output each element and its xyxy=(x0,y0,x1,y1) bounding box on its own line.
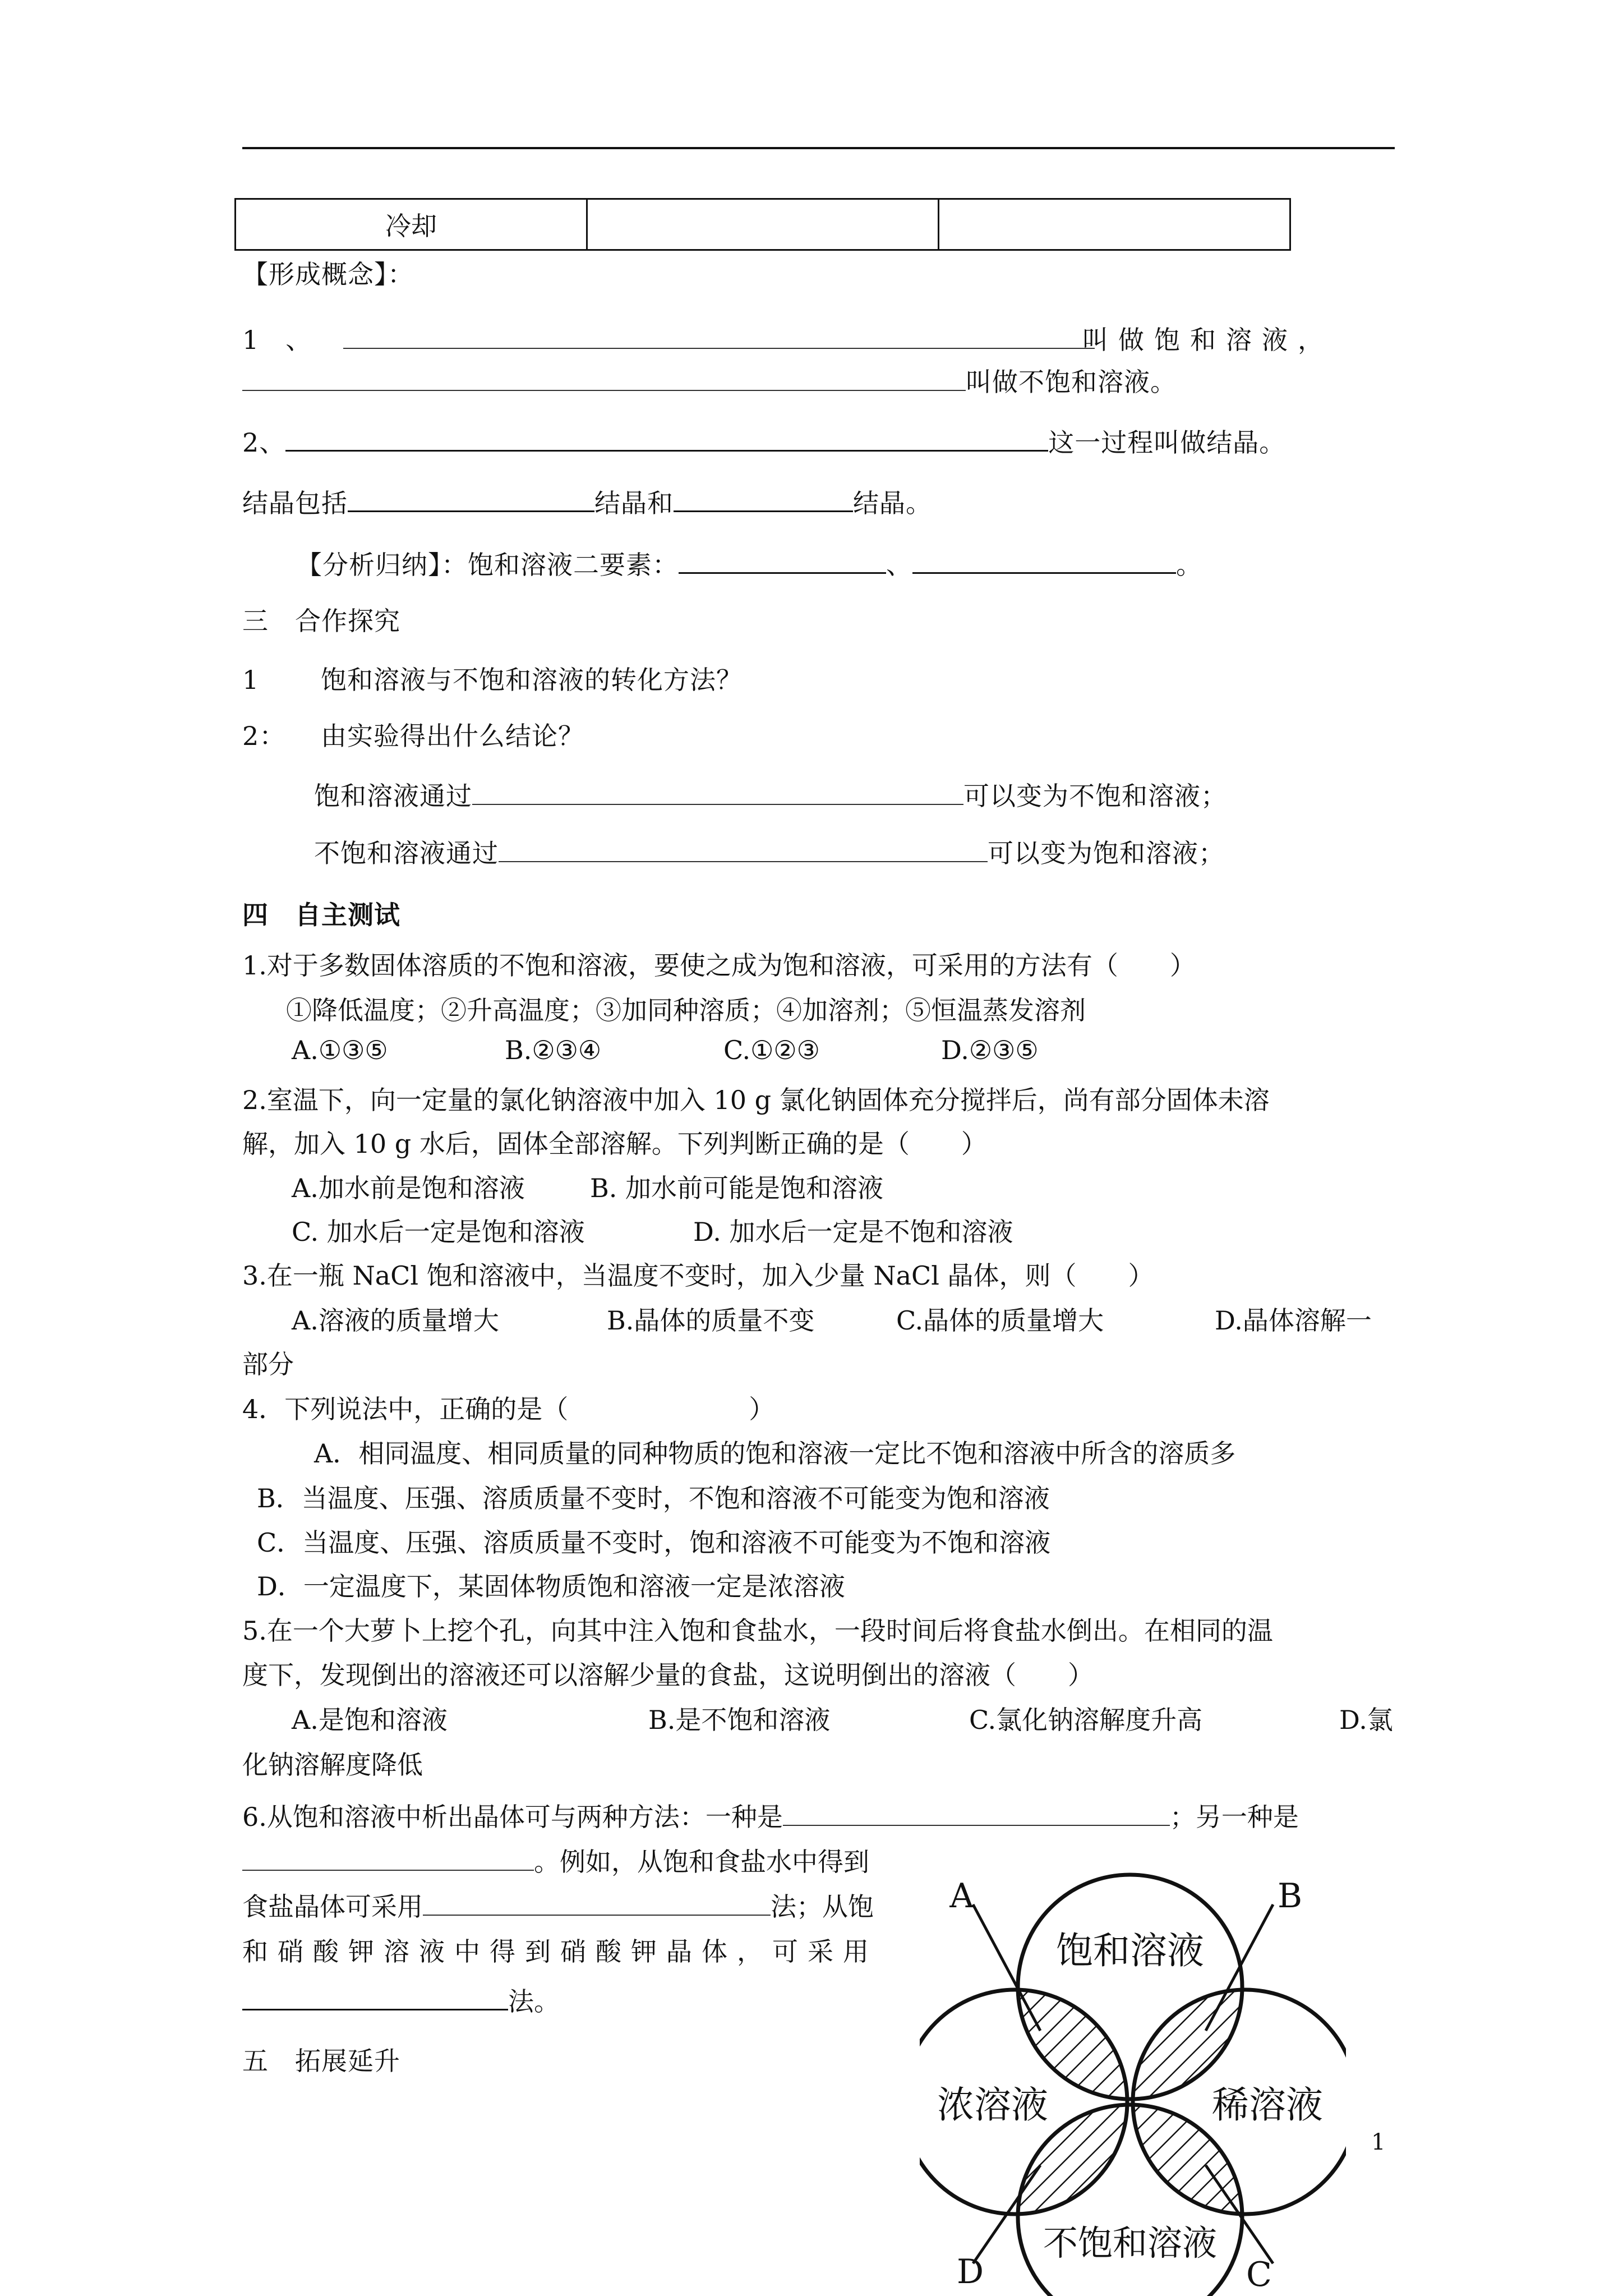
page-number: 1 xyxy=(1371,2129,1386,2155)
section-concept-heading: 【形成概念】： xyxy=(242,259,414,289)
concept-1-end: 叫做不饱和溶液。 xyxy=(966,367,1177,397)
header-rule xyxy=(242,147,1395,149)
analysis-line xyxy=(296,549,1202,581)
test-6-blank-1[interactable] xyxy=(783,1801,1170,1826)
test-5-continuation: 化钠溶解度降低 xyxy=(242,1750,423,1780)
conversion-1-b: 可以变为不饱和溶液； xyxy=(963,781,1227,811)
test-3-option-d: D.晶体溶解一 xyxy=(1215,1305,1372,1336)
test-2-option-a: A.加水前是饱和溶液 xyxy=(292,1173,525,1203)
table-cell-2 xyxy=(587,199,939,250)
circle-saturated xyxy=(1018,1875,1242,2099)
q2-text: 由实验得出什么结论？ xyxy=(321,721,584,751)
analysis-end: 。 xyxy=(1176,550,1202,580)
concept-1-prefix: 1 、 xyxy=(242,325,312,355)
test-1-option-a: A.①③⑤ xyxy=(292,1035,388,1065)
crystal-blank-1[interactable] xyxy=(348,487,594,512)
test-1-option-d: D.②③⑤ xyxy=(941,1035,1039,1065)
test-6-text-g: 法。 xyxy=(508,1986,560,2017)
concept-2-prefix: 2、 xyxy=(242,427,286,458)
concept-2-blank[interactable] xyxy=(285,426,1048,452)
test-6-text-d: 食盐晶体可采用 xyxy=(242,1892,423,1922)
test-1-option-b: B.②③④ xyxy=(505,1035,602,1065)
q2-num: 2： xyxy=(242,721,286,751)
test-3-option-a: A.溶液的质量增大 xyxy=(292,1305,499,1336)
concept-2-end: 这一过程叫做结晶。 xyxy=(1048,427,1286,458)
conversion-2-a: 不饱和溶液通过 xyxy=(314,838,499,868)
test-5-option-c: C.氯化钠溶解度升高 xyxy=(969,1705,1203,1735)
test-5-option-d: D.氯 xyxy=(1339,1705,1393,1735)
concept-2 xyxy=(242,426,1285,459)
concept-1-line1 xyxy=(242,324,1095,356)
test-4-option-c: C．当温度、压强、溶质质量不变时，饱和溶液不可能变为不饱和溶液 xyxy=(257,1527,1051,1558)
analysis-sep: 、 xyxy=(886,550,912,580)
test-6-line-3 xyxy=(242,1887,874,1924)
top-table xyxy=(234,198,1291,251)
label-saturated: 饱和溶液 xyxy=(1056,1929,1204,1972)
test-5-option-a: A.是饱和溶液 xyxy=(292,1705,448,1735)
test-6-blank-3[interactable] xyxy=(423,1891,771,1916)
test-3-option-b: B.晶体的质量不变 xyxy=(607,1305,815,1336)
test-3-question: 3.在一瓶 NaCl 饱和溶液中，当温度不变时，加入少量 NaCl 晶体，则（ ） xyxy=(242,1260,1154,1291)
concept-1-mid: 叫做饱和溶液， xyxy=(1082,325,1334,355)
venn-diagram xyxy=(920,1851,1346,2296)
test-4-option-d: D．一定温度下，某固体物质饱和溶液一定是浓溶液 xyxy=(257,1571,845,1602)
test-6-line-1 xyxy=(242,1797,1299,1834)
test-5-option-b: B.是不饱和溶液 xyxy=(648,1705,831,1735)
table-cell-label: 冷却 xyxy=(236,199,587,250)
test-6-line-4: 和硝酸钾溶液中得到硝酸钾晶体，可采用 xyxy=(242,1936,878,1967)
conversion-2-blank[interactable] xyxy=(499,838,988,862)
section-3-title: 三 合作探究 xyxy=(242,606,400,636)
concept-1-blank[interactable] xyxy=(343,324,1095,349)
crystal-c: 结晶。 xyxy=(853,488,932,518)
crystal-a: 结晶包括 xyxy=(242,488,348,518)
test-5-question-2: 度下，发现倒出的溶液还可以溶解少量的食盐，这说明倒出的溶液（ ） xyxy=(242,1660,1094,1690)
conversion-2 xyxy=(314,837,1225,869)
conversion-1-blank[interactable] xyxy=(472,780,963,805)
crystal-b: 结晶和 xyxy=(594,488,674,518)
label-concentrated: 浓溶液 xyxy=(937,2083,1048,2127)
conversion-2-b: 可以变为饱和溶液； xyxy=(988,838,1225,868)
section-5-title: 五 拓展延升 xyxy=(242,2046,400,2076)
test-4-question: 4．下列说法中，正确的是（ ） xyxy=(242,1394,775,1424)
test-1-option-c: C.①②③ xyxy=(723,1035,820,1065)
test-4-option-a: A．相同温度、相同质量的同种物质的饱和溶液一定比不饱和溶液中所含的溶质多 xyxy=(314,1438,1236,1469)
test-2-option-b: B. 加水前可能是饱和溶液 xyxy=(590,1173,884,1203)
label-a: A xyxy=(949,1876,974,1916)
q1-num: 1 xyxy=(242,665,260,695)
test-1-question: 1.对于多数固体溶质的不饱和溶液，要使之成为饱和溶液，可采用的方法有（ ） xyxy=(242,950,1196,981)
test-2-option-c: C. 加水后一定是饱和溶液 xyxy=(292,1217,585,1247)
test-3-option-c: C.晶体的质量增大 xyxy=(896,1305,1104,1336)
test-3-continuation: 部分 xyxy=(242,1349,294,1379)
concept-1-blank-2[interactable] xyxy=(242,366,966,391)
concept-1-line2 xyxy=(242,366,1177,398)
label-d: D xyxy=(956,2252,984,2292)
conversion-1 xyxy=(314,780,1227,812)
test-1-methods: ①降低温度；②升高温度；③加同种溶质；④加溶剂；⑤恒温蒸发溶剂 xyxy=(286,995,1086,1025)
test-6-text-e: 法；从饱 xyxy=(771,1892,874,1922)
test-6-blank-2[interactable] xyxy=(242,1846,534,1871)
label-b: B xyxy=(1277,1876,1303,1916)
analysis-label: 【分析归纳】：饱和溶液二要素： xyxy=(296,550,679,580)
test-6-text-c: 。例如，从饱和食盐水中得到 xyxy=(534,1847,869,1877)
label-dilute: 稀溶液 xyxy=(1212,2083,1323,2127)
test-6-line-2 xyxy=(242,1842,869,1879)
label-unsaturated: 不饱和溶液 xyxy=(1043,2223,1218,2263)
test-2-option-d: D. 加水后一定是不饱和溶液 xyxy=(693,1217,1013,1247)
q1-text: 饱和溶液与不饱和溶液的转化方法？ xyxy=(321,665,743,695)
test-6-line-5 xyxy=(242,1981,560,2018)
test-4-option-b: B．当温度、压强、溶质质量不变时，不饱和溶液不可能变为饱和溶液 xyxy=(257,1483,1050,1513)
test-5-question-1: 5.在一个大萝卜上挖个孔，向其中注入饱和食盐水，一段时间后将食盐水倒出。在相同的温 xyxy=(242,1616,1273,1646)
pointer-a xyxy=(973,1904,1040,2031)
test-6-text-a: 6.从饱和溶液中析出晶体可与两种方法：一种是 xyxy=(242,1802,783,1832)
crystal-line xyxy=(242,487,932,519)
analysis-blank-1[interactable] xyxy=(679,549,886,574)
conversion-1-a: 饱和溶液通过 xyxy=(314,781,472,811)
label-c: C xyxy=(1246,2255,1272,2294)
test-2-question-2: 解，加入 10 g 水后，固体全部溶解。下列判断正确的是（ ） xyxy=(242,1129,987,1159)
analysis-blank-2[interactable] xyxy=(912,549,1176,574)
section-4-title: 四 自主测试 xyxy=(242,900,400,930)
test-2-question-1: 2.室温下，向一定量的氯化钠溶液中加入 10 g 氯化钠固体充分搅拌后，尚有部分固体未溶 xyxy=(242,1085,1270,1115)
crystal-blank-2[interactable] xyxy=(674,487,853,512)
test-6-blank-4[interactable] xyxy=(242,1985,508,2010)
table-cell-3 xyxy=(939,199,1290,250)
test-6-text-b: ；另一种是 xyxy=(1169,1802,1299,1832)
